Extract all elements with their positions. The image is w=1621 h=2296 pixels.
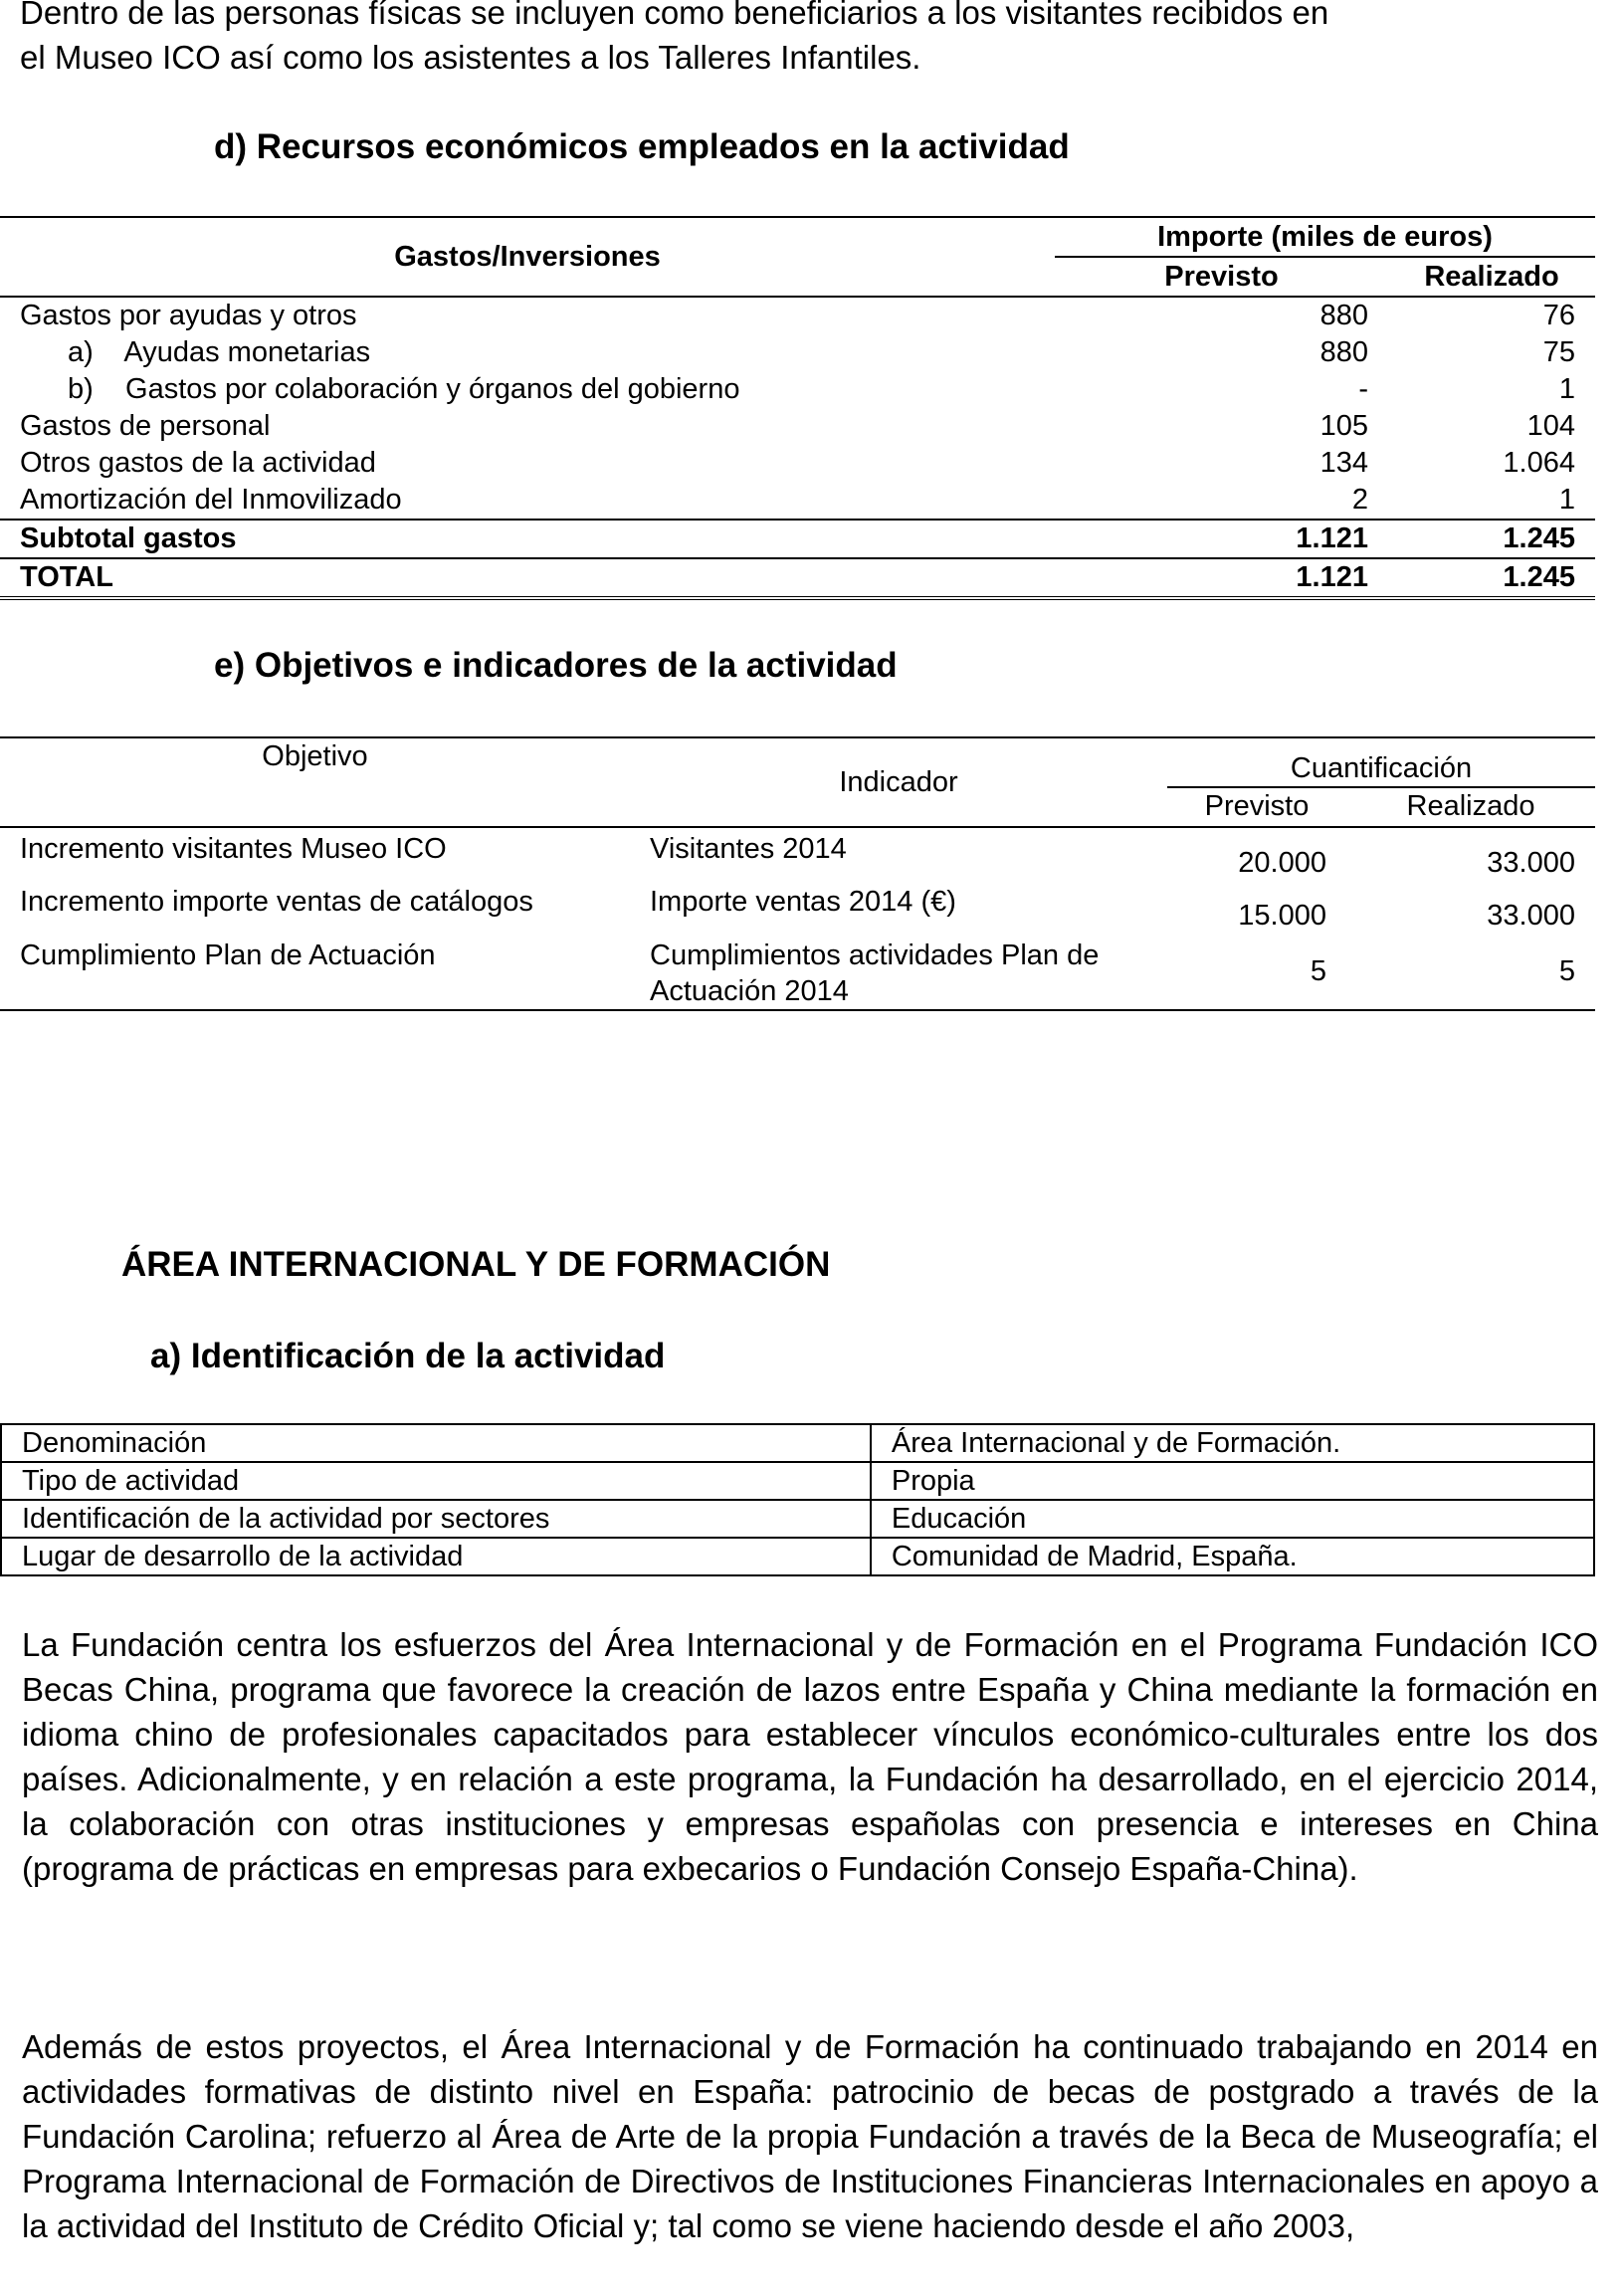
col-indicador-header: Indicador <box>630 737 1167 827</box>
table-row <box>0 445 1595 482</box>
row-realizado: 76 <box>1542 300 1575 331</box>
row-objetivo: Incremento importe ventas de catálogos <box>20 886 533 918</box>
col-cuantificacion-header: Cuantificación <box>1167 737 1595 787</box>
row-realizado: 75 <box>1542 336 1575 368</box>
row-label: Otros gastos de la actividad <box>20 447 376 479</box>
table-row <box>1 1500 1594 1538</box>
row-realizado: 5 <box>1558 955 1575 987</box>
row-indicador: Importe ventas 2014 (€) <box>650 886 956 918</box>
objectives-table-wrapper <box>0 736 1595 1011</box>
total-previsto: 1.121 <box>1296 561 1368 593</box>
section-d-heading: d) Recursos económicos empleados en la actividad <box>214 127 1070 166</box>
ident-key: Lugar de desarrollo de la actividad <box>1 1538 871 1575</box>
subtotal-previsto: 1.121 <box>1296 522 1368 554</box>
table-row <box>1 1424 1594 1462</box>
row-realizado: 1 <box>1558 373 1575 405</box>
resources-table <box>0 216 1595 600</box>
identification-table <box>0 1423 1595 1576</box>
ident-key: Tipo de actividad <box>1 1462 871 1500</box>
row-objetivo: Cumplimiento Plan de Actuación <box>20 939 436 971</box>
row-realizado: 33.000 <box>1487 900 1575 932</box>
col-importe-group-header: Importe (miles de euros) <box>1055 217 1595 257</box>
area-subheading-a: a) Identificación de la actividad <box>150 1337 666 1375</box>
row-previsto: 15.000 <box>1238 900 1326 932</box>
row-previsto: 5 <box>1310 955 1326 987</box>
row-label: Gastos por ayudas y otros <box>20 300 357 331</box>
row-previsto: 134 <box>1319 447 1368 479</box>
ident-key: Denominación <box>1 1424 871 1462</box>
table-row <box>0 371 1595 408</box>
table-row <box>0 408 1595 445</box>
row-previsto: 880 <box>1319 300 1368 331</box>
col-previsto-header: Previsto <box>1204 790 1310 822</box>
total-row <box>0 558 1595 598</box>
section-e-heading: e) Objetivos e indicadores de la actividad <box>214 646 898 685</box>
ident-value: Educación <box>871 1500 1594 1538</box>
row-objetivo: Incremento visitantes Museo ICO <box>20 833 447 865</box>
identification-table-wrapper <box>0 1423 1595 1576</box>
intro-line-1: Dentro de las personas físicas se incluyen como beneficiarios a los visitantes recibidos en <box>20 0 1329 31</box>
row-label: Amortización del Inmovilizado <box>20 484 402 516</box>
row-previsto: 880 <box>1319 336 1368 368</box>
table-row <box>1 1462 1594 1500</box>
table-row <box>0 827 1595 881</box>
table-row <box>0 881 1595 934</box>
row-label: Gastos de personal <box>20 410 271 442</box>
row-previsto: 105 <box>1319 410 1368 442</box>
area-title: ÁREA INTERNACIONAL Y DE FORMACIÓN <box>121 1245 831 1284</box>
subtotal-realizado: 1.245 <box>1503 522 1575 554</box>
ident-value: Propia <box>871 1462 1594 1500</box>
resources-table-wrapper <box>0 216 1595 600</box>
row-indicador: Visitantes 2014 <box>650 833 847 865</box>
row-realizado: 1.064 <box>1503 447 1575 479</box>
table-row <box>1 1538 1594 1575</box>
row-realizado: 33.000 <box>1487 847 1575 879</box>
table-row <box>0 334 1595 371</box>
col-objetivo-header: Objetivo <box>0 737 630 827</box>
ident-key: Identificación de la actividad por sectores <box>1 1500 871 1538</box>
subtotal-row <box>0 520 1595 558</box>
intro-paragraph <box>20 0 1602 80</box>
table-row <box>0 482 1595 520</box>
col-gastos-header: Gastos/Inversiones <box>0 217 1055 297</box>
ident-value: Comunidad de Madrid, España. <box>871 1538 1594 1575</box>
row-realizado: 1 <box>1558 484 1575 516</box>
col-realizado-header: Realizado <box>1424 260 1559 293</box>
table-row <box>0 934 1595 1010</box>
paragraph-1: La Fundación centra los esfuerzos del Área Internacional y de Formación en el Programa Fundación ICO Becas China, programa que favorece la creación de lazos entre España y China mediante la formación en idioma chino de profesionales capacitados para establecer vínculos económico-culturales entre los dos países. Adicionalmente, y en relación a este programa, la Fundación ha desarrollado, en el ejercicio 2014, la colaboración con otras instituciones y empresas españolas con presencia e intereses en China (programa de prácticas en empresas para exbecarios o Fundación Consejo España-China). <box>22 1626 1598 1887</box>
table-row <box>0 297 1595 334</box>
intro-line-2: el Museo ICO así como los asistentes a los Talleres Infantiles. <box>20 39 921 76</box>
col-realizado-header: Realizado <box>1406 790 1535 822</box>
row-realizado: 104 <box>1526 410 1575 442</box>
row-label: b) Gastos por colaboración y órganos del gobierno <box>68 373 740 405</box>
total-label: TOTAL <box>20 561 113 593</box>
row-indicador: Cumplimientos actividades Plan de Actuación 2014 <box>650 939 1100 1007</box>
row-label: a) Ayudas monetarias <box>68 336 371 368</box>
objectives-table <box>0 736 1595 1011</box>
subtotal-label: Subtotal gastos <box>20 522 237 554</box>
row-previsto: 2 <box>1351 484 1368 516</box>
row-previsto: - <box>1358 373 1368 405</box>
total-realizado: 1.245 <box>1503 561 1575 593</box>
row-previsto: 20.000 <box>1238 847 1326 879</box>
ident-value: Área Internacional y de Formación. <box>871 1424 1594 1462</box>
paragraph-2: Además de estos proyectos, el Área Internacional y de Formación ha continuado trabajando en 2014 en actividades formativas de distinto nivel en España: patrocinio de becas de postgrado a través de la Fundación Carolina; refuerzo al Área de Arte de la propia Fundación a través de la Beca de Museografía; el Programa Internacional de Formación de Directivos de Instituciones Financieras Internacionales en apoyo a la actividad del Instituto de Crédito Oficial y; tal como se viene haciendo desde el año 2003, <box>22 2028 1598 2244</box>
col-previsto-header: Previsto <box>1164 260 1279 293</box>
